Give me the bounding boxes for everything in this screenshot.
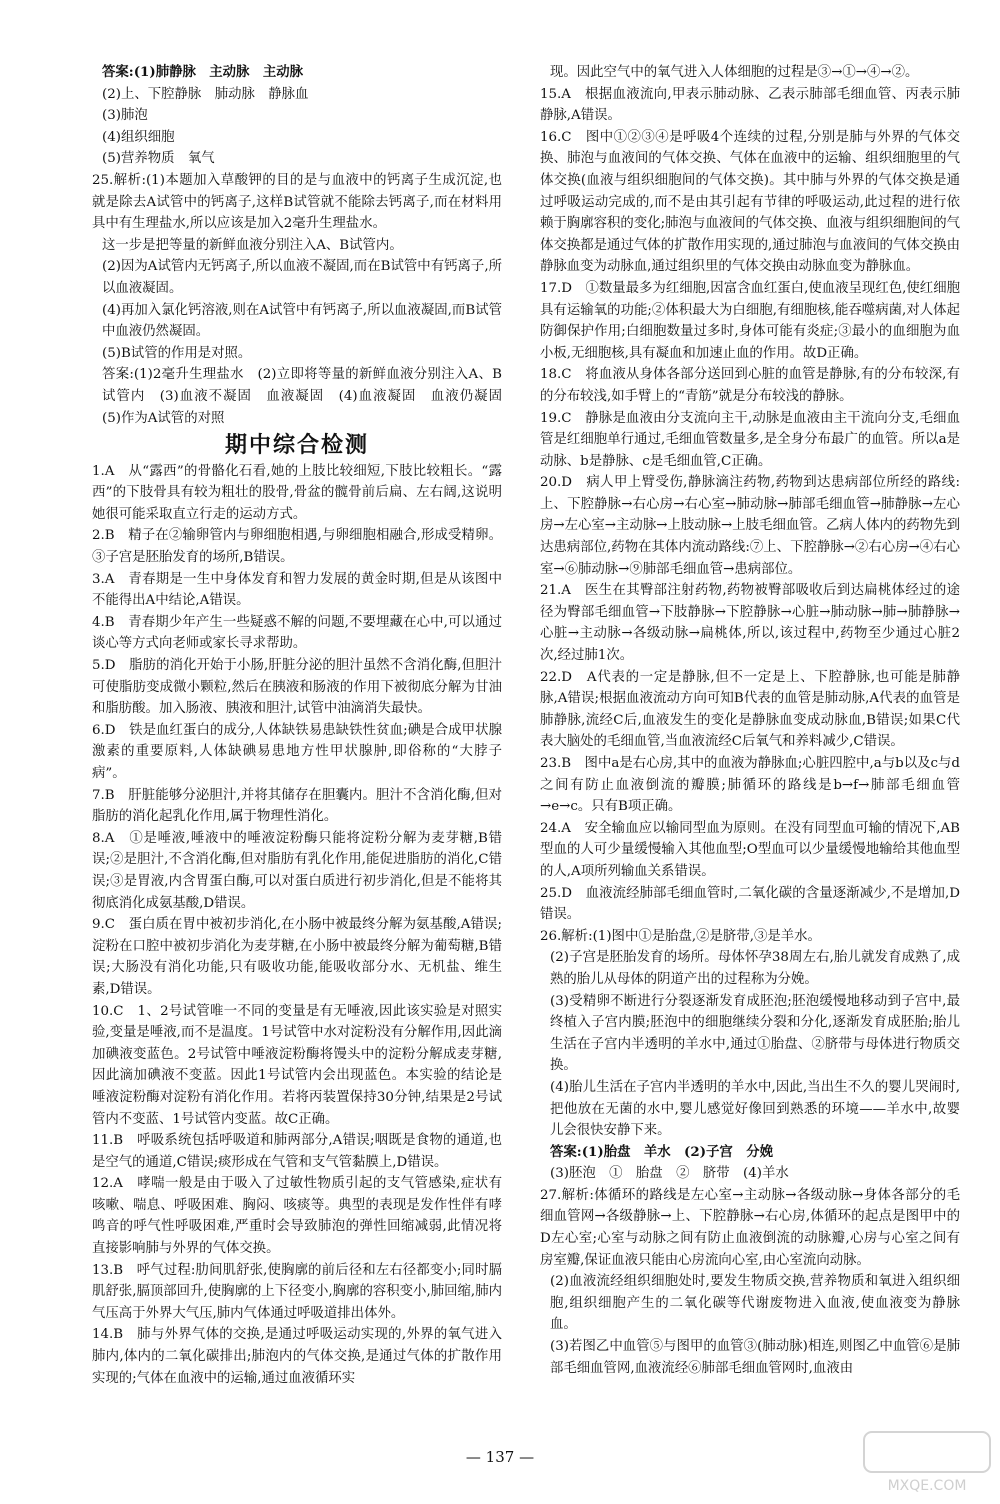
question-item: 16.C 图中①②③④是呼吸4个连续的过程,分别是肺与外界的气体交换、肺泡与血液间的气体交换、气体在血液中的运输、组织细胞里的气体交换(血液与组织细胞间的气体交换)。其中肺与外界的气体交换是通过呼吸运动完成的,而不是由其引起有节律的呼吸运动,此过程的进行依赖于胸廓容积的变化;肺泡与血液间的气体交换、血液与组织细胞间的气体交换都是通过气体的扩散作用实现的,通过肺泡与血液间的气体交换由静脉血变为动脉血,通过组织里的气体交换由动脉血变为静脉血。: [540, 129, 960, 275]
watermark-text: MXQE.COM: [887, 1478, 967, 1494]
question-item: 21.A 医生在其臀部注射药物,药物被臀部吸收后到达扁桃体经过的途径为臀部毛细血管→下肢静脉→下腔静脉→心脏→肺动脉→肺→肺静脉→心脏→主动脉→各级动脉→扁桃体,所以,该过程中,药物至少通过心脏2次,经过肺1次。: [540, 583, 960, 664]
analysis-paragraph: (2)因为A试管内无钙离子,所以血液不凝固,而在B试管中有钙离子,所以血液凝固。: [102, 259, 502, 296]
analysis-paragraph: (3)受精卵不断进行分裂逐渐发育成胚泡;胚泡缓慢地移动到子宫中,最终植入子宫内膜;胚泡中的细胞继续分裂和分化,逐渐发育成胚胎;胎儿生活在子宫内半透明的羊水中,通过①胎盘、②脐带与母体进行物质交换。: [550, 993, 960, 1074]
question-item: 23.B 图中a是右心房,其中的血液为静脉血;心脏四腔中,a与b以及c与d之间有防止血液倒流的瓣膜;肺循环的路线是b→f→肺部毛细血管→e→c。只有B项正确。: [540, 756, 960, 815]
analysis-paragraph: (5)B试管的作用是对照。: [102, 345, 252, 361]
right-column: [540, 62, 960, 1379]
question-item: 7.B 肝脏能够分泌胆汁,并将其储存在胆囊内。胆汁不含消化酶,但对脂肪的消化起乳化作用,属于物理性消化。: [92, 787, 502, 825]
question-item: 10.C 1、2号试管唯一不同的变量是有无唾液,因此该实验是对照实验,变量是唾液,而不是温度。1号试管中水对淀粉没有分解作用,因此滴加碘液变蓝色。2号试管中唾液淀粉酶将馒头中的淀粉分解成麦芽糖,因此滴加碘液不变蓝。因此1号试管内会出现蓝色。本实验的结论是唾液淀粉酶对淀粉有消化作用。若将丙装置保持30分钟,结果是2号试管内不变蓝、1号试管内变蓝。故C正确。: [92, 1003, 502, 1127]
answer-line: 答案:(1)胎盘 羊水 (2)子宫 分娩: [550, 1143, 773, 1160]
watermark-logo: [862, 1430, 992, 1496]
question-item: 5.D 脂肪的消化开始于小肠,肝脏分泌的胆汁虽然不含消化酶,但胆汁可使脂肪变成微小颗粒,然后在胰液和肠液的作用下被彻底分解为甘油和脂肪酸。加入肠液、胰液和胆汁,试管中油滴消失最快。: [92, 658, 502, 717]
answer-line: 答案:(1)肺静脉 主动脉 主动脉: [102, 64, 304, 80]
question-item: 8.A ①是唾液,唾液中的唾液淀粉酶只能将淀粉分解为麦芽糖,B错误;②是胆汁,不含消化酶,但对脂肪有乳化作用,能促进脂肪的消化,C错误;③是胃液,内含胃蛋白酶,可以对蛋白质进行初步消化,但是不能将其彻底消化成氨基酸,D错误。: [92, 830, 502, 911]
question-item: 11.B 呼吸系统包括呼吸道和肺两部分,A错误;咽既是食物的通道,也是空气的通道,C错误;痰形成在气管和支气管黏膜上,D错误。: [92, 1133, 502, 1170]
page-number: — 137 —: [465, 1448, 535, 1466]
section-title: 期中综合检测: [224, 433, 369, 459]
analysis-paragraph: (3)若图乙中血管⑤与图甲的血管③(肺动脉)相连,则图乙中血管⑥是肺部毛细血管网,血液流经⑥肺部毛细血管网时,血液由: [550, 1339, 960, 1376]
question-item: 4.B 青春期少年产生一些疑惑不解的问题,不要埋藏在心中,可以通过谈心等方式向老师或家长寻求帮助。: [92, 614, 502, 652]
question-item: 6.D 铁是血红蛋白的成分,人体缺铁易患缺铁性贫血;碘是合成甲状腺激素的重要原料,人体缺碘易患地方性甲状腺肿,即俗称的“大脖子病”。: [92, 722, 502, 781]
analysis-paragraph: (2)血液流经组织细胞处时,要发生物质交换,营养物质和氧进入组织细胞,组织细胞产生的二氧化碳等代谢废物进入血液,使血液变为静脉血。: [550, 1274, 960, 1333]
question-item: 25.D 血液流经肺部毛细血管时,二氧化碳的含量逐渐减少,不是增加,D错误。: [540, 885, 960, 923]
answer-line: (3)肺泡: [102, 108, 148, 124]
answer-line: (4)组织细胞: [102, 129, 175, 145]
question-item: 20.D 病人甲上臂受伤,静脉滴注药物,药物到达患病部位所经的路线:上、下腔静脉→右心房→右心室→肺动脉→肺部毛细血管→肺静脉→左心房→左心室→主动脉→上肢动脉→上肢毛细血管。乙病人体内的药物先到达患病部位,药物在其体内流动路线:⑦上、下腔静脉→②右心房→④右心室→⑥肺动脉→⑨肺部毛细血管→患病部位。: [540, 475, 960, 577]
answer-paragraph: 答案:(1)2毫升生理盐水 (2)立即将等量的新鲜血液分别注入A、B试管内 (3)血液不凝固 血液凝固 (4)血液凝固 血液仍凝固 (5)作为A试管的对照: [102, 367, 516, 426]
left-column: [92, 62, 516, 1389]
analysis-paragraph: (4)胎儿生活在子宫内半透明的羊水中,因此,当出生不久的婴儿哭闹时,把他放在无菌的水中,婴儿感觉好像回到熟悉的环境——羊水中,故婴儿会很快安静下来。: [550, 1079, 960, 1139]
question-item: 26.解析:(1)图中①是胎盘,②是脐带,③是羊水。: [540, 928, 821, 944]
analysis-paragraph: (2)子宫是胚胎发育的场所。母体怀孕38周左右,胎儿就发育成熟了,成熟的胎儿从母体的阴道产出的过程称为分娩。: [550, 950, 960, 987]
question-item: 2.B 精子在②输卵管内与卵细胞相遇,与卵细胞相融合,形成受精卵。③子宫是胚胎发育的场所,B错误。: [92, 528, 502, 566]
question-item: 现。因此空气中的氧气进入人体细胞的过程是③→①→④→②。: [550, 65, 919, 80]
question-item: 9.C 蛋白质在胃中被初步消化,在小肠中被最终分解为氨基酸,A错误;淀粉在口腔中被初步消化为麦芽糖,在小肠中被最终分解为葡萄糖,B错误;大肠没有消化功能,只有吸收功能,能吸收部分水、无机盐、维生素,D错误。: [92, 917, 502, 997]
question-item: 13.B 呼气过程:肋间肌舒张,使胸廓的前后径和左右径都变小;同时膈肌舒张,膈顶部回升,使胸廓的上下径变小,胸廓的容积变小,肺回缩,肺内气压高于外界大气压,肺内气体通过呼吸道排出体外。: [92, 1262, 502, 1321]
analysis-paragraph: (4)再加入氯化钙溶液,则在A试管中有钙离子,所以血液凝固,而B试管中血液仍然凝固。: [102, 302, 502, 340]
question-item: 12.A 哮喘一般是由于吸入了过敏性物质引起的支气管感染,症状有咳嗽、喘息、呼吸困难、胸闷、咳痰等。典型的表现是发作性伴有哮鸣音的呼气性呼吸困难,严重时会导致肺泡的弹性回缩减弱,此情况将直接影响肺与外界的气体交换。: [92, 1176, 502, 1257]
question-item: 24.A 安全输血应以输同型血为原则。在没有同型血可输的情况下,AB型血的人可少量缓慢输入其他血型;O型血可以少量缓慢地输给其他血型的人,A项所列输血关系错误。: [540, 820, 960, 879]
question-item: 19.C 静脉是血液由分支流向主干,动脉是血液由主干流向分支,毛细血管是红细胞单行通过,毛细血管数量多,是全身分布最广的血管。所以a是动脉、b是静脉、c是毛细血管,C正确。: [540, 410, 960, 469]
question-item: 17.D ①数量最多为红细胞,因富含血红蛋白,使血液呈现红色,使红细胞具有运输氧的功能;②体积最大为白细胞,有细胞核,能吞噬病菌,对人体起防御保护作用;白细胞数量过多时,身体可能有炎症;③最小的血细胞为血小板,无细胞核,具有凝血和加速止血的作用。故D正确。: [540, 280, 960, 361]
answer-line: (5)营养物质 氧气: [102, 151, 215, 167]
question-item: 22.D A代表的一定是静脉,但不一定是上、下腔静脉,也可能是肺静脉,A错误;根据血液流动方向可知B代表的血管是肺动脉,A代表的血管是肺静脉,流经C后,血液发生的变化是静脉血变成动脉血,B错误;如果C代表大脑处的毛细血管,当血液流经C后氧气和养料减少,C错误。: [540, 669, 960, 750]
analysis-paragraph: 25.解析:(1)本题加入草酸钾的目的是与血液中的钙离子生成沉淀,也就是除去A试管中的钙离子,这样B试管就不能除去钙离子,而在材料用具中有生理盐水,所以应该是加入2毫升生理盐水。: [92, 172, 502, 232]
question-item: 3.A 青春期是一生中身体发育和智力发展的黄金时期,但是从该图中不能得出A中结论,A错误。: [92, 571, 502, 609]
analysis-paragraph: 这一步是把等量的新鲜血液分别注入A、B试管内。: [102, 237, 403, 253]
question-item: 27.解析:体循环的路线是左心室→主动脉→各级动脉→身体各部分的毛细血管网→各级静脉→上、下腔静脉→右心房,体循环的起点是图甲中的D左心室;心室与动脉之间有防止血液倒流的动脉瓣,心房与心室之间有房室瓣,保证血液只能由心房流向心室,由心室流向动脉。: [540, 1187, 960, 1268]
question-item: 18.C 将血液从身体各部分送回到心脏的血管是静脉,有的分布较深,有的分布较浅,如手臂上的“青筋”就是分布较浅的静脉。: [540, 367, 960, 404]
question-item: 15.A 根据血液流向,甲表示肺动脉、乙表示肺部毛细血管、丙表示肺静脉,A错误。: [540, 86, 960, 124]
answer-line: (3)胚泡 ① 胎盘 ② 脐带 (4)羊水: [550, 1166, 789, 1182]
question-item: 1.A 从“露西”的骨骼化石看,她的上肢比较细短,下肢比较粗长。“露西”的下肢骨具有较为粗壮的股骨,骨盆的髋骨前后扁、左右阔,这说明她很可能采取直立行走的运动方式。: [92, 463, 502, 522]
question-item: 14.B 肺与外界气体的交换,是通过呼吸运动实现的,外界的氧气进入肺内,体内的二氧化碳排出;肺泡内的气体交换,是通过气体的扩散作用实现的;气体在血液中的运输,通过血液循环实: [92, 1327, 502, 1386]
answer-line: (2)上、下腔静脉 肺动脉 静脉血: [102, 86, 309, 102]
